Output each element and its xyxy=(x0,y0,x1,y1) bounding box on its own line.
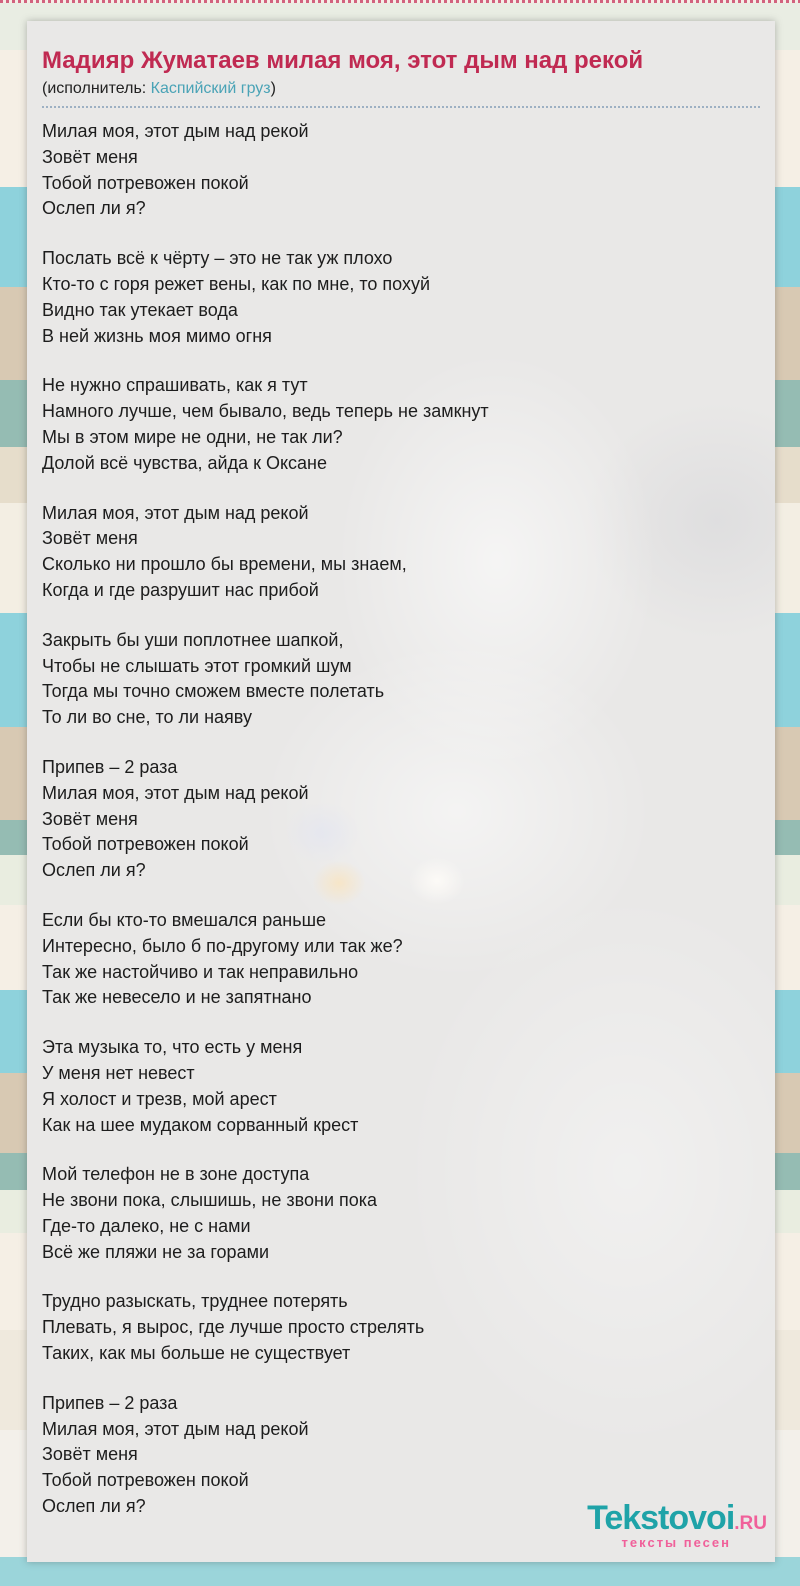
artist-line xyxy=(42,79,760,108)
lyrics-line: Видно так утекает вода xyxy=(42,299,238,320)
lyrics-line: Послать всё к чёрту – это не так уж плохо xyxy=(42,248,393,269)
lyrics-line: Мы в этом мире не одни, не так ли? xyxy=(42,426,343,447)
lyrics-line: Милая моя, этот дым над рекой xyxy=(42,502,309,523)
logo-wordmark[interactable] xyxy=(587,1501,767,1535)
top-dotted-border xyxy=(0,0,800,3)
lyrics-line: Так же настойчиво и так неправильно xyxy=(42,961,359,982)
lyrics-line: Не нужно спрашивать, как я тут xyxy=(42,375,308,396)
lyrics-line: Зовёт меня xyxy=(42,146,138,167)
lyrics-line: У меня нет невест xyxy=(42,1062,195,1083)
lyrics-line: Трудно разыскать, труднее потерять xyxy=(42,1291,348,1312)
lyrics-line: Сколько ни прошло бы времени, мы знаем, xyxy=(42,554,407,575)
lyrics-stanza xyxy=(42,119,760,222)
logo-main-text[interactable]: Tekstovoi xyxy=(587,1499,735,1537)
lyrics-line: Зовёт меня xyxy=(42,808,138,829)
lyrics-line: Припев – 2 раза xyxy=(42,1392,178,1413)
lyrics-stanza xyxy=(42,755,760,884)
lyrics-stanza xyxy=(42,1035,760,1138)
lyrics-line: Интересно, было б по-другому или так же? xyxy=(42,935,403,956)
lyrics-line: Не звони пока, слышишь, не звони пока xyxy=(42,1190,378,1211)
lyrics-stanza xyxy=(42,1162,760,1265)
lyrics-line: Как на шее мудаком сорванный крест xyxy=(42,1114,359,1135)
lyrics-line: Так же невесело и не запятнано xyxy=(42,987,312,1008)
lyrics-line: Таких, как мы больше не существует xyxy=(42,1343,351,1364)
lyrics-stanza xyxy=(42,908,760,1011)
lyrics-stanza xyxy=(42,1289,760,1366)
lyrics-line: Всё же пляжи не за горами xyxy=(42,1241,270,1262)
lyrics-line: Намного лучше, чем бывало, ведь теперь не замкнут xyxy=(42,401,489,422)
lyrics-line: Долой всё чувства, айда к Оксане xyxy=(42,452,328,473)
lyrics-stanza xyxy=(42,628,760,731)
card-content xyxy=(27,21,775,1520)
artist-link[interactable]: Каспийский груз xyxy=(150,80,271,97)
lyrics-card xyxy=(27,21,775,1562)
lyrics-line: Милая моя, этот дым над рекой xyxy=(42,121,309,141)
lyrics-line: Зовёт меня xyxy=(42,528,138,549)
lyrics-line: То ли во сне, то ли наяву xyxy=(42,707,252,728)
artist-prefix: (исполнитель: xyxy=(42,80,151,97)
lyrics-line: Тобой потревожен покой xyxy=(42,834,249,855)
lyrics-line: Чтобы не слышать этот громкий шум xyxy=(42,655,352,676)
lyrics-line: Кто-то с горя режет вены, как по мне, то похуй xyxy=(42,273,431,294)
lyrics-line: Мой телефон не в зоне доступа xyxy=(42,1164,310,1185)
lyrics-line: Тобой потревожен покой xyxy=(42,172,249,193)
lyrics-stanza xyxy=(42,246,760,349)
lyrics-line: Я холост и трезв, мой арест xyxy=(42,1088,277,1109)
lyrics-line: Если бы кто-то вмешался раньше xyxy=(42,909,327,930)
site-logo[interactable] xyxy=(587,1501,767,1549)
lyrics-line: Тобой потревожен покой xyxy=(42,1470,249,1491)
lyrics-line: Тогда мы точно сможем вместе полетать xyxy=(42,681,385,702)
page-title: Мадияр Жуматаев милая моя, этот дым над рекой xyxy=(42,47,644,74)
lyrics-stanza xyxy=(42,373,760,476)
lyrics-line: Ослеп ли я? xyxy=(42,860,146,881)
lyrics-text xyxy=(42,119,760,1520)
lyrics-line: Ослеп ли я? xyxy=(42,1496,146,1517)
lyrics-line: Ослеп ли я? xyxy=(42,198,146,219)
logo-domain-suffix[interactable]: .RU xyxy=(734,1513,767,1534)
lyrics-line: Эта музыка то, что есть у меня xyxy=(42,1037,303,1058)
lyrics-line: Милая моя, этот дым над рекой xyxy=(42,782,309,803)
lyrics-line: Где-то далеко, не с нами xyxy=(42,1215,251,1236)
lyrics-stanza xyxy=(42,501,760,604)
artist-suffix: ) xyxy=(270,80,276,97)
lyrics-line: Плевать, я вырос, где лучше просто стрелять xyxy=(42,1317,425,1338)
lyrics-line: Припев – 2 раза xyxy=(42,756,178,777)
lyrics-line: Закрыть бы уши поплотнее шапкой, xyxy=(42,629,344,650)
lyrics-line: Зовёт меня xyxy=(42,1444,138,1465)
logo-tagline: тексты песен xyxy=(621,1535,731,1550)
lyrics-line: В ней жизнь моя мимо огня xyxy=(42,325,272,346)
lyrics-line: Милая моя, этот дым над рекой xyxy=(42,1418,309,1439)
lyrics-line: Когда и где разрушит нас прибой xyxy=(42,579,319,600)
